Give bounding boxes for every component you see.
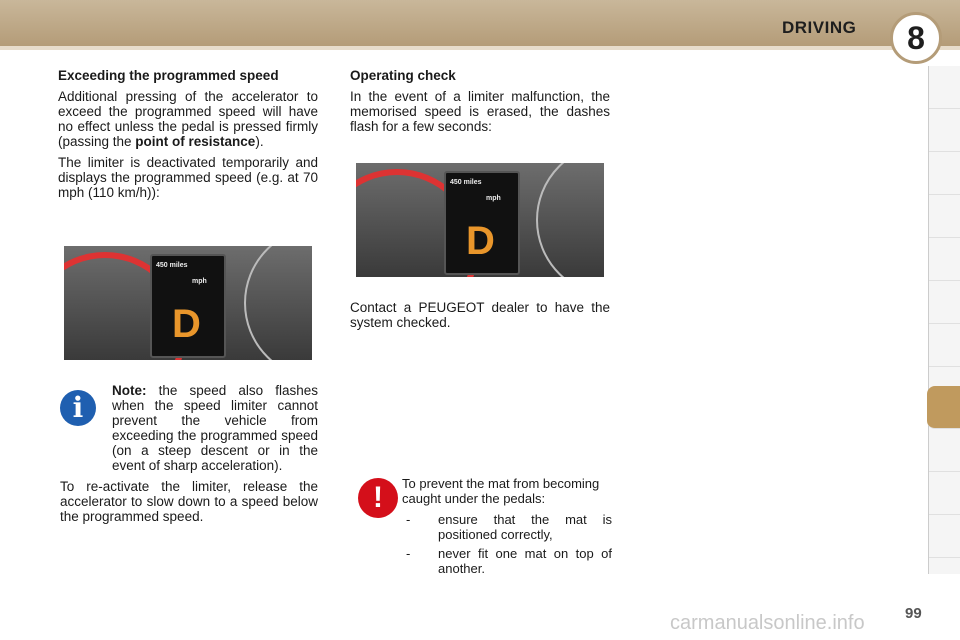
display-speed-unit: mph	[192, 278, 207, 285]
warning-intro: To prevent the mat from becoming caught under the pedals:	[402, 476, 600, 506]
chapter-tabs	[928, 66, 960, 574]
display-miles: 450 miles	[450, 179, 482, 186]
dashboard-image-right	[356, 163, 604, 277]
display-gear: D	[466, 219, 495, 263]
watermark: carmanualsonline.info	[670, 612, 865, 634]
instrument-display	[150, 254, 226, 358]
chapter-tab[interactable]	[929, 195, 960, 238]
warning-item	[402, 512, 612, 542]
warning-block	[402, 476, 612, 580]
paragraph-exceeding-a: Additional pressing of the accelerator to exceed the programmed speed will have no effect unless the pedal is pressed firmly (passing the	[58, 89, 318, 149]
section-heading-operating: Operating check	[350, 68, 456, 83]
rev-counter-arc	[244, 246, 312, 360]
chapter-tab[interactable]	[929, 109, 960, 152]
chapter-tab[interactable]	[929, 66, 960, 109]
note-text: the speed also flashes when the speed limiter cannot prevent the vehicle from exceeding the programmed speed (on a steep descent or in the event of sharp acceleration).	[112, 383, 318, 473]
bullet-dash: -	[406, 512, 411, 527]
chapter-tab-active[interactable]	[927, 386, 960, 429]
paragraph-limiter-deactivated: The limiter is deactivated temporarily and displays the programmed speed (e.g. at 70 mph (110 km/h)):	[58, 155, 318, 200]
chapter-tab[interactable]	[929, 515, 960, 558]
warning-item	[402, 546, 612, 576]
dashboard-image-left	[64, 246, 312, 360]
bullet-dash: -	[406, 546, 411, 561]
chapter-tab[interactable]	[929, 281, 960, 324]
chapter-tab[interactable]	[929, 324, 960, 367]
chapter-tab[interactable]	[929, 429, 960, 472]
paragraph-exceeding-b: ).	[255, 134, 264, 149]
header-divider	[0, 46, 960, 50]
right-column	[350, 68, 610, 140]
rev-counter-arc	[536, 163, 604, 277]
chapter-tab[interactable]	[929, 472, 960, 515]
section-heading-exceeding: Exceeding the programmed speed	[58, 68, 279, 83]
display-speed-unit: mph	[486, 195, 501, 202]
paragraph-exceeding	[58, 89, 318, 149]
instrument-display	[444, 171, 520, 275]
note-block	[60, 383, 318, 530]
note-paragraph-2: To re-activate the limiter, release the accelerator to slow down to a speed below the programmed speed.	[60, 479, 318, 524]
warning-icon: !	[358, 478, 398, 518]
chapter-number: 8	[907, 20, 925, 56]
warning-item-text: never fit one mat on top of another.	[438, 546, 612, 576]
left-column	[58, 68, 318, 206]
right-column-lower	[350, 300, 610, 336]
paragraph-contact-dealer: Contact a PEUGEOT dealer to have the system checked.	[350, 300, 610, 330]
chapter-tab[interactable]	[929, 152, 960, 195]
chapter-title: DRIVING	[782, 18, 857, 37]
chapter-tab[interactable]	[929, 238, 960, 281]
display-miles: 450 miles	[156, 262, 188, 269]
paragraph-malfunction: In the event of a limiter malfunction, the memorised speed is erased, the dashes flash for a few seconds:	[350, 89, 610, 134]
display-gear: D	[172, 302, 201, 346]
paragraph-exceeding-bold: point of resistance	[135, 134, 256, 149]
note-label: Note:	[112, 383, 147, 398]
page-number: 99	[905, 605, 922, 622]
chapter-badge	[890, 12, 942, 64]
note-paragraph	[112, 383, 318, 473]
info-icon: i	[60, 390, 96, 426]
warning-item-text: ensure that the mat is positioned correctly,	[438, 512, 612, 542]
